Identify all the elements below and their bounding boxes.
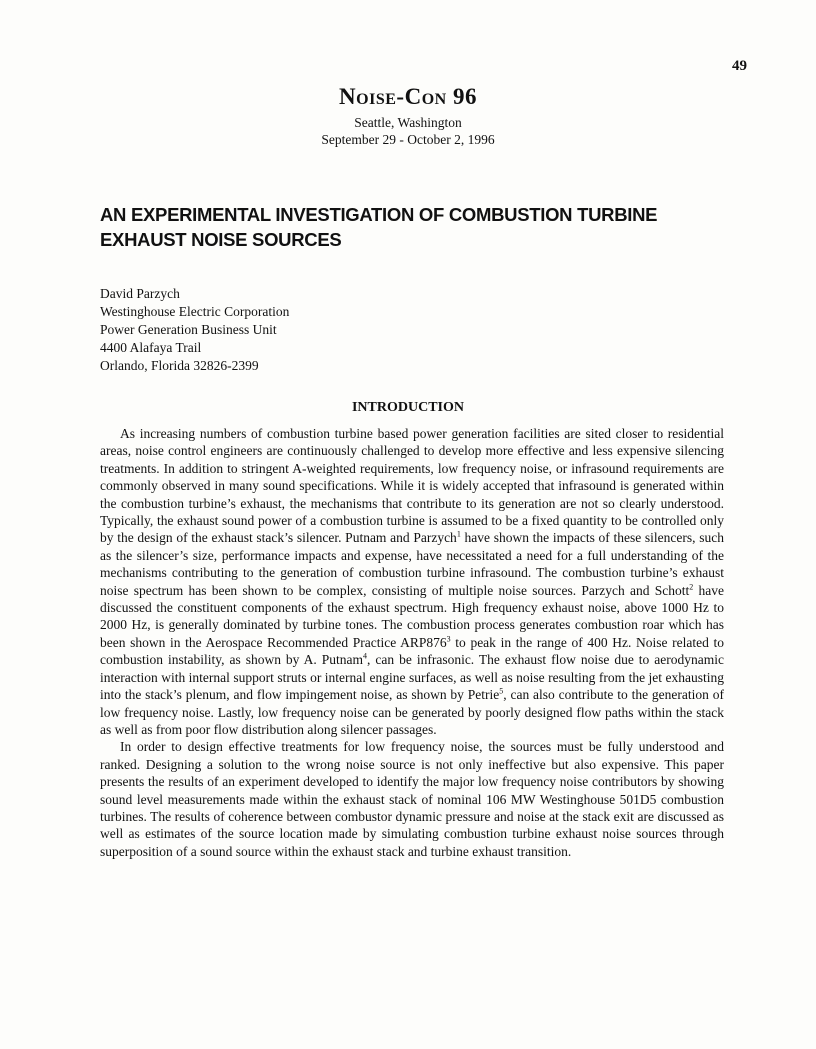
reference-marker: 5	[499, 686, 504, 696]
author-organization: Westinghouse Electric Corporation	[100, 304, 290, 319]
author-street: 4400 Alafaya Trail	[100, 340, 202, 355]
reference-marker: 3	[446, 634, 451, 644]
paper-title-line-2: EXHAUST NOISE SOURCES	[100, 229, 342, 250]
reference-marker: 2	[689, 582, 694, 592]
reference-marker: 1	[456, 529, 461, 539]
conference-name: Noise-Con 96	[339, 84, 477, 109]
page-number: 49	[732, 58, 747, 74]
author-unit: Power Generation Business Unit	[100, 322, 277, 337]
conference-location: Seattle, Washington	[354, 115, 462, 130]
reference-marker: 4	[363, 651, 368, 661]
paper-title-line-1: AN EXPERIMENTAL INVESTIGATION OF COMBUSTION TURBINE	[100, 204, 658, 225]
author-city: Orlando, Florida 32826-2399	[100, 358, 259, 373]
body-text	[100, 425, 724, 860]
author-block	[100, 285, 289, 375]
author-name: David Parzych	[100, 286, 180, 301]
section-heading: INTRODUCTION	[351, 400, 464, 415]
paper-title	[100, 202, 740, 252]
paragraph-2: In order to design effective treatments for low frequency noise, the sources must be fully understood and ranked. Designing a solution to the wrong noise source is not only ineffective but also expensive. This paper presents the results of an experiment developed to identify the major low frequency noise contributors by showing sound level measurements made within the exhaust stack of nominal 106 MW Westinghouse 501D5 combustion turbines. The results of coherence between combustor dynamic pressure and noise at the stack exit are discussed as well as estimates of the source location made by simulating combustion turbine exhaust noise sources through superposition of a sound source within the exhaust stack and turbine exhaust transition.	[100, 739, 724, 859]
conference-header	[0, 84, 816, 148]
paragraph-1: As increasing numbers of combustion turbine based power generation facilities are sited closer to residential areas, noise control engineers are continuously challenged to develop more effective and less expensive silencing treatments. In addition to stringent A-weighted requirements, low frequency noise, or infrasound requirements are commonly observed in many sound specifications. While it is widely accepted that infrasound is generated within the combustion turbine’s exhaust, the mechanisms that contribute to its generation are not so clearly understood. Typically, the exhaust sound power of a combustion turbine is assumed to be a fixed quantity to be controlled only by the design of the exhaust stack’s silencer. Putnam and Parzych$^1$ have shown the impacts of these silencers, such as the silencer’s size, performance impacts and expense, have necessitated a need for a full understanding of the mechanisms contributing to the generation of combustion turbine infrasound. The combustion turbine’s exhaust noise spectrum has been shown to be complex, consisting of multiple noise sources. Parzych and Schott$^2$ have discussed the constituent components of the exhaust spectrum. High frequency exhaust noise, above 1000 Hz to 2000 Hz, is generally dominated by turbine tones. The combustion process generates combustion roar which has been shown in the Aerospace Recommended Practice $ARP876^3$ to peak in the range of 400 Hz. Noise related to combustion instability, as shown by A. Putnam$^4$, can be infrasonic. The exhaust flow noise due to aerodynamic interaction with internal support struts or internal engine surfaces, as well as noise resulting from the jet exhausting into the stack’s plenum, and flow impingement noise, as shown by Petrie$^5$, can also contribute to the generation of low frequency noise. Lastly, low frequency noise can be generated by poorly designed flow paths within the stack as well as from poor flow distribution along silencer passages.	[100, 426, 725, 737]
conference-dates: September 29 - October 2, 1996	[321, 132, 495, 147]
